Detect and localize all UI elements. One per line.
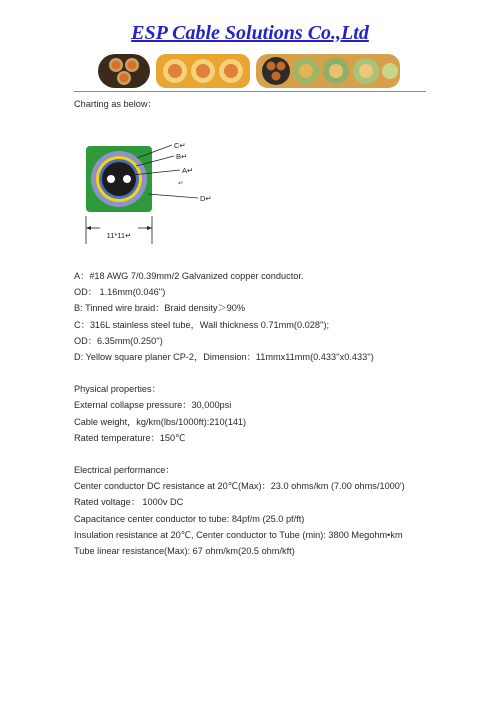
electrical-insulation: Insulation resistance at 20℃, Center conductor to Tube (min): 3800 Megohm•km xyxy=(74,529,403,540)
label-stray-mark: ↵ xyxy=(178,180,184,187)
banner-cable-3 xyxy=(256,54,400,88)
header-divider xyxy=(74,91,426,92)
cable-cross-section-banner xyxy=(96,52,402,90)
conductor-1 xyxy=(107,175,115,183)
section-gap xyxy=(74,365,434,381)
intro-text: Charting as below： xyxy=(74,99,157,109)
spec-conductor-od: OD： 1.16mm(0.046'') xyxy=(74,287,166,298)
physical-heading: Physical properties： xyxy=(74,384,161,395)
dim-arrow-right xyxy=(147,226,152,230)
cable-cross-section-diagram xyxy=(70,132,250,250)
electrical-capacitance: Capacitance center conductor to tube: 84pf/m (25.0 pf/ft) xyxy=(74,513,305,524)
spec-section xyxy=(74,268,434,559)
physical-temperature: Rated temperature：150℃ xyxy=(74,432,186,443)
company-name-heading: ESP Cable Solutions Co.,Ltd xyxy=(131,22,369,44)
electrical-resistance: Center conductor DC resistance at 20℃(Max)：23.0 ohms/km (7.00 ohms/1000') xyxy=(74,481,405,492)
dim-arrow-left xyxy=(86,226,91,230)
spec-braid: B: Tinned wire braid：Braid density＞90% xyxy=(74,303,246,314)
electrical-heading: Electrical performance： xyxy=(74,465,175,476)
label-b: B↵ xyxy=(176,152,188,161)
spec-tube-od: OD：6.35mm(0.250'') xyxy=(74,335,163,346)
spec-jacket: D: Yellow square planer CP-2，Dimension：11mmx11mm(0.433''x0.433'') xyxy=(74,352,374,363)
physical-weight: Cable weight，kg/km(lbs/1000ft):210(141) xyxy=(74,416,247,427)
electrical-voltage: Rated voltage： 1000v DC xyxy=(74,497,184,508)
dimension-label: 11*11↵ xyxy=(106,231,132,240)
banner-cable-1 xyxy=(98,54,150,88)
leader-d xyxy=(148,194,198,198)
label-a: A↵ xyxy=(182,166,194,175)
spec-conductor: A：#18 AWG 7/0.39mm/2 Galvanized copper conductor. xyxy=(74,271,304,281)
section-gap xyxy=(74,446,434,462)
label-d: D↵ xyxy=(200,194,212,203)
spec-tube: C：316L stainless steel tube，Wall thickness 0.71mm(0.028''); xyxy=(74,319,330,330)
label-c: C↵ xyxy=(174,141,186,150)
electrical-linear: Tube linear resistance(Max): 67 ohm/km(20.5 ohm/kft) xyxy=(74,546,295,557)
banner-cable-2 xyxy=(156,54,250,88)
physical-collapse: External collapse pressure：30,000psi xyxy=(74,400,232,411)
conductor-2 xyxy=(123,175,131,183)
